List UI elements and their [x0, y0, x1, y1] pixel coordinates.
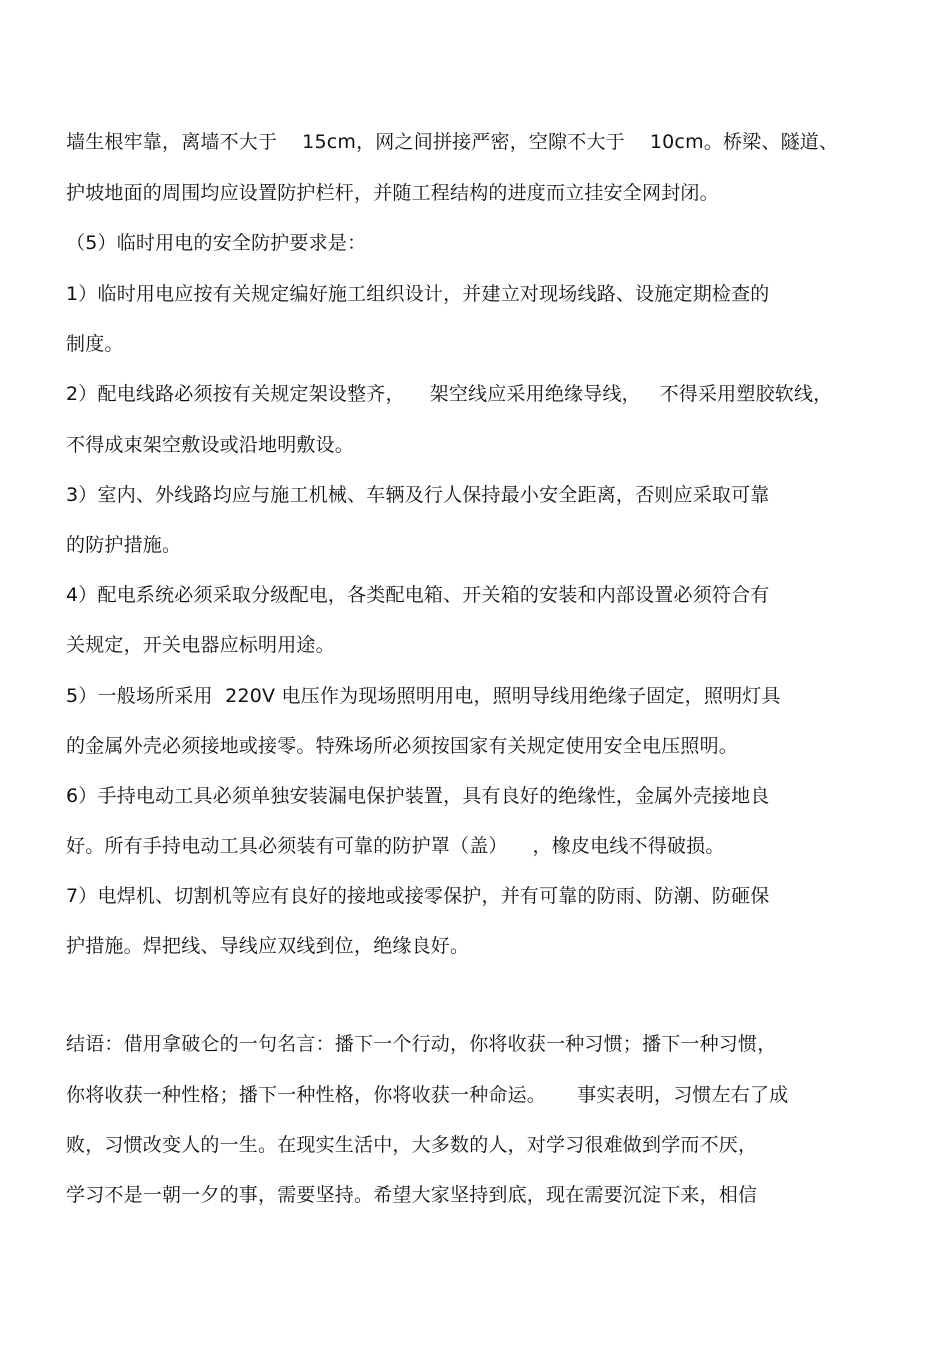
list-item-continuation: 的金属外壳必须接地或接零。特殊场所必须按国家有关规定使用安全电压照明。: [66, 735, 739, 757]
list-item: 6）手持电动工具必须单独安装漏电保护装置，具有良好的绝缘性，金属外壳接地良: [66, 785, 770, 807]
list-item: 4）配电系统必须采取分级配电，各类配电箱、开关箱的安装和内部设置必须符合有: [66, 584, 770, 606]
conclusion-line: 结语：借用拿破仑的一句名言：播下一个行动，你将收获一种习惯；播下一种习惯，: [66, 1033, 777, 1055]
list-item: 7）电焊机、切割机等应有良好的接地或接零保护，并有可靠的防雨、防潮、防砸保: [66, 885, 770, 907]
list-item-continuation: 护措施。焊把线、导线应双线到位，绝缘良好。: [66, 935, 470, 957]
section-heading: （5）临时用电的安全防护要求是：: [66, 232, 367, 254]
list-item: 5）一般场所采用 220V 电压作为现场照明用电，照明导线用绝缘子固定，照明灯具: [66, 685, 781, 707]
paragraph-line: 墙生根牢靠，离墙不大于 15cm，网之间拼接严密，空隙不大于 10cm。桥梁、隧道、: [66, 131, 839, 153]
conclusion-line: 你将收获一种性格；播下一种性格，你将收获一种命运。 事实表明，习惯左右了成: [66, 1084, 789, 1106]
paragraph-line: 护坡地面的周围均应设置防护栏杆，并随工程结构的进度而立挂安全网封闭。: [66, 182, 719, 204]
list-item: 2）配电线路必须按有关规定架设整齐， 架空线应采用绝缘导线， 不得采用塑胶软线，: [66, 383, 833, 405]
conclusion-line: 学习不是一朝一夕的事，需要坚持。希望大家坚持到底，现在需要沉淀下来，相信: [66, 1184, 758, 1206]
list-item: 1）临时用电应按有关规定编好施工组织设计，并建立对现场线路、设施定期检查的: [66, 283, 770, 305]
list-item-continuation: 关规定，开关电器应标明用途。: [66, 634, 335, 656]
list-item-continuation: 好。所有手持电动工具必须装有可靠的防护罩（盖） ，橡皮电线不得破损。: [66, 835, 725, 857]
conclusion-line: 败，习惯改变人的一生。在现实生活中，大多数的人，对学习很难做到学而不厌，: [66, 1134, 758, 1156]
list-item: 3）室内、外线路均应与施工机械、车辆及行人保持最小安全距离，否则应采取可靠: [66, 484, 770, 506]
list-item-continuation: 不得成束架空敷设或沿地明敷设。: [66, 434, 355, 456]
list-item-continuation: 制度。: [66, 333, 124, 355]
list-item-continuation: 的防护措施。: [66, 534, 182, 556]
